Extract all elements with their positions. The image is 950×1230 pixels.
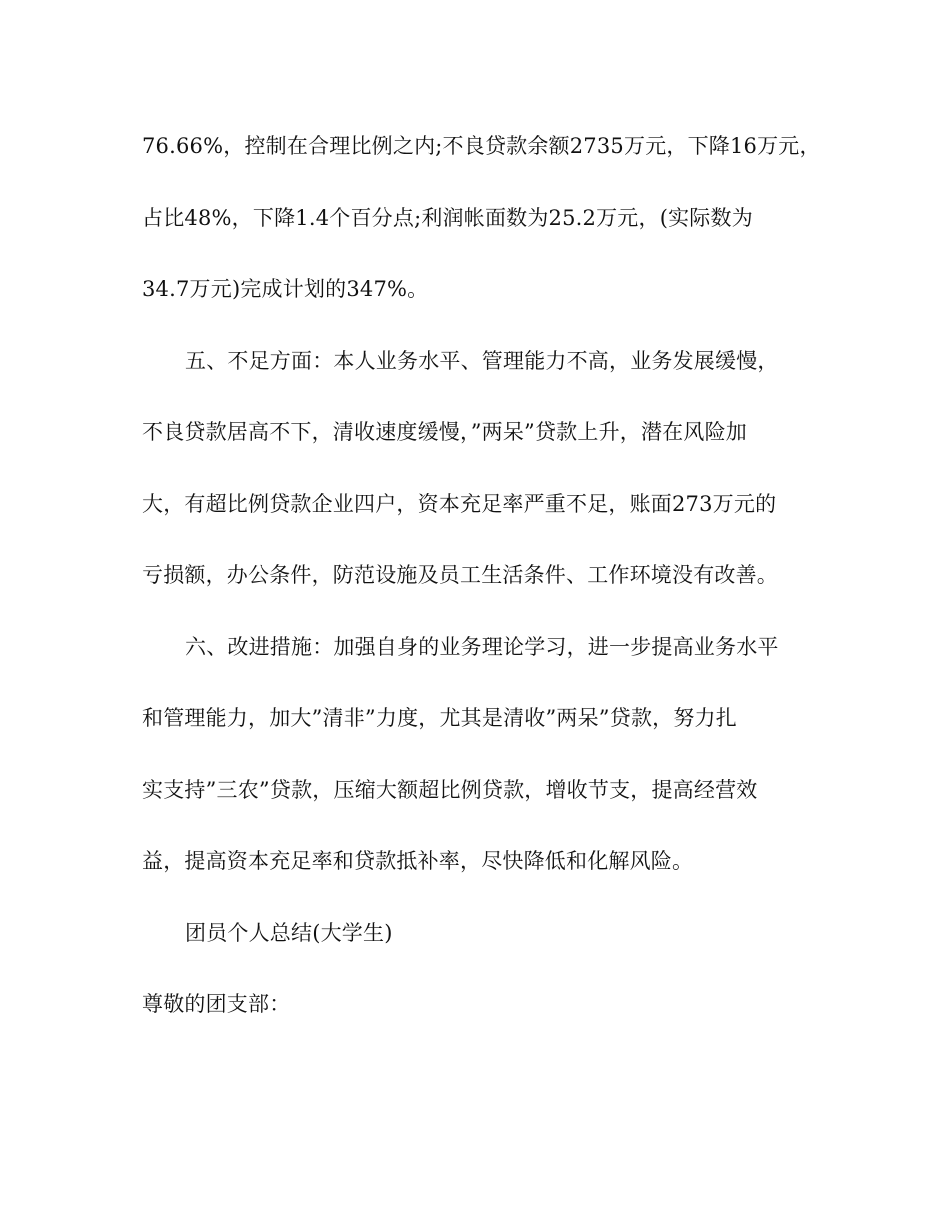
salutation: 尊敬的团支部：	[142, 992, 291, 1016]
summary-title: 团员个人总结(大学生)	[185, 921, 393, 945]
section-six-heading-line: 六、改进措施：加强自身的业务理论学习，进一步提高业务水平	[185, 635, 779, 659]
text-line-10: 实支持”三农”贷款，压缩大额超比例贷款，增收节支，提高经营效	[142, 778, 758, 802]
text-line-1: 76.66%，控制在合理比例之内;不良贷款余额2735万元，下降16万元，	[142, 134, 821, 158]
section-five-heading-line: 五、不足方面：本人业务水平、管理能力不高，业务发展缓慢，	[185, 349, 779, 373]
text-line-6: 大，有超比例贷款企业四户，资本充足率严重不足，账面273万元的	[142, 492, 777, 516]
text-line-2: 占比48%，下降1.4个百分点;利润帐面数为25.2万元，(实际数为	[142, 206, 753, 230]
text-line-11: 益，提高资本充足率和贷款抵补率，尽快降低和化解风险。	[142, 849, 694, 873]
text-line-5: 不良贷款居高不下，清收速度缓慢，”两呆”贷款上升，潜在风险加	[142, 420, 747, 444]
text-line-9: 和管理能力，加大”清非”力度，尤其是清收”两呆”贷款，努力扎	[142, 706, 737, 730]
text-line-7: 亏损额，办公条件，防范设施及员工生活条件、工作环境没有改善。	[142, 563, 778, 587]
text-line-3: 34.7万元)完成计划的347%。	[142, 277, 429, 301]
